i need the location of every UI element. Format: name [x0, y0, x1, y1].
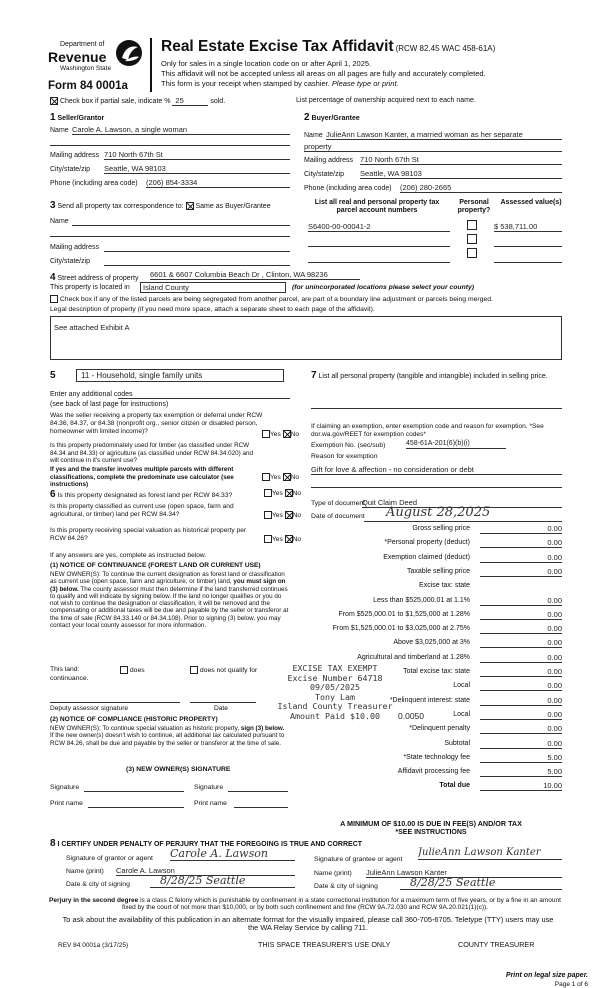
parcel-number-field-2[interactable]: [308, 246, 450, 247]
personal-property-checkbox-3[interactable]: [467, 248, 477, 258]
buyer-heading-row: [304, 112, 360, 124]
tax-row-label: Gross selling price: [412, 525, 470, 532]
owner-signature-label-2: Signature: [194, 784, 224, 791]
exemption-question-answer: [262, 430, 299, 439]
forest-yes-checkbox[interactable]: [264, 489, 272, 497]
buyer-phone-label: Phone (including area code): [304, 185, 392, 192]
new-owner-signature-heading: (3) NEW OWNER(S) SIGNATURE: [126, 766, 231, 773]
doc-date-field[interactable]: August 28,2025: [364, 505, 562, 522]
assessed-value-field-2[interactable]: [494, 246, 562, 247]
tax-row-label: *Personal property (deduct): [384, 539, 470, 547]
grantor-signature-field[interactable]: Carole A. Lawson: [170, 847, 295, 861]
land-label: This land:: [50, 666, 80, 673]
seller-name-field[interactable]: Carole A. Lawson, a single woman: [72, 125, 290, 135]
section-3-heading-row: [50, 200, 271, 212]
notice-compliance-text-b: If the new owner(s) doesn't wish to continue, all additional tax calculated pursuant to RCW 84.26, shall be due and payable by the seller or transferor at the time of sale.: [50, 732, 285, 747]
see-instructions-note: *SEE INSTRUCTIONS: [395, 829, 467, 836]
exemption-no-label: Exemption No. (sec/sub): [311, 442, 386, 449]
tax-row-value[interactable]: 0.00: [480, 596, 562, 606]
timber-yes-label: Yes: [270, 473, 281, 481]
tax-row-label: Excise tax: state: [419, 582, 470, 590]
land-does-label: does: [129, 666, 145, 674]
tax-row-label: Total due: [439, 782, 470, 790]
section-8-number: 8: [50, 838, 56, 849]
notice-continuance-heading: (1) NOTICE OF CONTINUANCE (FOREST LAND OR CURRENT USE): [50, 562, 261, 569]
dept-line3: Washington State: [60, 65, 112, 72]
current-use-question-answer: [264, 511, 301, 520]
seller-name-line-2[interactable]: [50, 145, 290, 146]
partial-sale-row: [50, 96, 225, 106]
seller-city-field[interactable]: Seattle, WA 98103: [104, 164, 290, 174]
notice-compliance-heading: (2) NOTICE OF COMPLIANCE (HISTORIC PROPERTY): [50, 716, 218, 723]
header-note-2: This affidavit will not be accepted unless all areas on all pages are fully and accurately completed.: [161, 69, 486, 78]
tax-row-value[interactable]: 0.00: [480, 653, 562, 663]
notice-compliance-text: [50, 725, 288, 747]
grantee-date-field[interactable]: 8/28/25 Seattle: [400, 876, 562, 890]
form-number: Form 84 0001a: [48, 80, 128, 92]
buyer-name-field-2[interactable]: property: [304, 142, 562, 152]
county-treasurer-label: COUNTY TREASURER: [458, 940, 535, 949]
land-does-not-checkbox[interactable]: [190, 666, 198, 674]
section-7-number: 7: [311, 370, 317, 381]
grantee-name-field[interactable]: JulieAnn Lawson Kanter: [366, 868, 562, 878]
grantor-name-field[interactable]: Carole A. Lawson: [116, 866, 295, 876]
located-label: This property is located in: [50, 284, 130, 291]
grantor-sig-label: Signature of grantor or agent: [66, 855, 153, 862]
tax-row-label: Taxable selling price: [406, 567, 470, 575]
exemption-intro: If claiming an exemption, enter exemption code and reason for exemption. *See dor.wa.gov/REET for exemption codes*: [311, 423, 544, 438]
dor-logo: [48, 38, 148, 86]
owner-signature-label-1: Signature: [50, 784, 80, 791]
unincorporated-note: (for unincorporated locations please select your county): [292, 284, 475, 291]
partial-sale-label: Check box if partial sale, indicate %: [59, 98, 171, 105]
stamp-line-5: Island County Treasurer: [277, 701, 393, 712]
timber-question-note: If yes and the transfer involves multiple parcels with different classifications, complete the predominate use calculator (see instructions): [50, 466, 234, 489]
buyer-city-field[interactable]: Seattle, WA 98103: [360, 169, 562, 179]
land-does-row: [120, 666, 145, 675]
tax-row-value[interactable]: 0.00: [480, 524, 562, 534]
partial-sale-percent[interactable]: 25: [172, 96, 208, 106]
section-5-number: 5: [50, 370, 56, 381]
personal-property-label: List all personal property (tangible and intangible) included in selling price.: [318, 373, 548, 380]
grantor-name-label: Name (print): [66, 868, 104, 875]
use-code-select[interactable]: 11 - Household, single family units: [76, 369, 284, 382]
same-as-buyer-checkbox[interactable]: [186, 202, 194, 210]
partial-sale-checkbox[interactable]: [50, 97, 58, 105]
forest-question-text: Is this property designated as forest land per RCW 84.33?: [57, 492, 233, 499]
county-select[interactable]: Island County: [140, 282, 286, 293]
notice-continuance-text-a: NEW OWNER(S): To continue the current designation as forest land or classification as current use (open space, farm and agriculture, or timber) land,: [50, 571, 285, 586]
grantor-date-field[interactable]: 8/28/25 Seattle: [150, 874, 295, 888]
section-1-number: 1: [50, 112, 56, 123]
tax-row-value[interactable]: 5.00: [480, 767, 562, 777]
personal-property-checkbox-2[interactable]: [467, 234, 477, 244]
same-as-buyer-label: Same as Buyer/Grantee: [195, 203, 271, 210]
section-6-number: 6: [50, 489, 56, 500]
perjury-notice: [44, 897, 566, 912]
tax-row-label: Agricultural and timberland at 1.28%: [357, 653, 470, 661]
grantee-sig-label: Signature of grantee or agent: [314, 856, 403, 863]
form-title: Real Estate Excise Tax Affidavit: [161, 38, 394, 55]
owner-print-field-2[interactable]: [234, 807, 288, 808]
tax-row-label: From $525,000.01 to $1,525,000 at 1.28%: [338, 610, 470, 618]
form-revision: REV 84 0001a (3/17/25): [58, 942, 129, 949]
timber-question-text: Is this property predominately used for timber (as classified under RCW 84.34 and 84.33) or agriculture (as classified under RCW 84.34.020) and will continue in it's current use?: [50, 442, 254, 465]
seller-mail-field[interactable]: 710 North 67th St: [104, 150, 290, 160]
form-title-row: [161, 38, 495, 57]
tax-row-label: Above $3,025,000 at 3%: [393, 639, 470, 647]
parcel-number-field-3[interactable]: [308, 262, 450, 263]
dept-line1: Department of: [60, 41, 105, 48]
header-note-3: This form is your receipt when stamped by cashier.: [161, 79, 330, 88]
s3-city-label: City/state/zip: [50, 258, 91, 265]
tax-row-label: Subtotal: [444, 739, 470, 747]
forest-no-checkbox[interactable]: [285, 489, 293, 497]
parcel-col-header: List all real and personal property tax parcel account numbers: [314, 199, 440, 215]
stamp-line-4: Tony Lam: [315, 691, 355, 702]
header-note-3-italic: Please type or print.: [331, 79, 399, 88]
exemption-yes-label: Yes: [270, 430, 281, 438]
personal-property-field[interactable]: [311, 408, 562, 409]
section-3-label: Send all property tax correspondence to:: [57, 203, 184, 210]
notice-compliance-text-bold: sign (3) below.: [240, 725, 285, 732]
local-rate: 0.0050: [398, 711, 424, 721]
legal-description-label: Legal description of property (if you need more space, attach a separate sheet to each page of the affidavit).: [50, 306, 375, 313]
seller-name-label: Name: [50, 127, 69, 134]
assessed-value-field-3[interactable]: [494, 262, 562, 263]
stamp-line-2: Excise Number 64718: [287, 672, 383, 683]
tax-row-label: *Delinquent interest: state: [389, 696, 470, 704]
seller-heading-row: [50, 112, 104, 124]
exemption-no-checkbox[interactable]: [283, 430, 291, 438]
tax-row-value[interactable]: 0.00: [480, 710, 562, 720]
historic-question-text: Is this property receiving special valuation as historical property per RCW 84.26?: [50, 527, 247, 542]
exemption-yes-checkbox[interactable]: [262, 430, 270, 438]
tax-row-label: Less than $525,000.01 at 1.1%: [373, 596, 470, 604]
tax-row-label: Affidavit processing fee: [397, 768, 470, 776]
timber-yes-checkbox[interactable]: [262, 473, 270, 481]
notice-continuance-text-bold: you must sign on (3) below.: [50, 578, 286, 593]
tax-row-label: Local: [453, 710, 470, 718]
header-divider: [150, 38, 152, 92]
buyer-mail-label: Mailing address: [304, 157, 354, 164]
forest-question-row: [50, 489, 232, 501]
tax-table: [300, 525, 562, 815]
doc-date-label: Date of document: [311, 513, 365, 520]
form-citation: (RCW 82.45 WAC 458-61A): [395, 44, 496, 53]
tax-row-label: Exemption claimed (deduct): [383, 553, 470, 561]
stamp-line-6: Amount Paid $10.00: [290, 711, 380, 722]
tax-row-label: Total excise tax: state: [403, 668, 470, 675]
tax-row-value[interactable]: 0.00: [480, 610, 562, 620]
tax-row-value[interactable]: 0.00: [480, 667, 562, 677]
current-use-yes-checkbox[interactable]: [264, 511, 272, 519]
continuance-label: continuance.: [50, 675, 89, 682]
s3-mail-label: Mailing address: [50, 244, 100, 251]
section-4-number: 4: [50, 272, 56, 283]
tax-row-label: Local: [453, 682, 470, 690]
buyer-mail-field[interactable]: 710 North 67th St: [360, 155, 562, 165]
forest-question-answer: [264, 489, 301, 498]
tax-row-label: *State technology fee: [403, 753, 470, 761]
grantee-date-label: Date & city of signing: [314, 883, 378, 890]
assessed-col-header: Assessed value(s): [500, 199, 562, 206]
seller-phone-label: Phone (including area code): [50, 180, 138, 187]
historic-no-checkbox[interactable]: [285, 535, 293, 543]
historic-no-label: No: [292, 535, 302, 543]
seller-city-label: City/state/zip: [50, 166, 91, 173]
notice-continuance-text: [50, 571, 290, 629]
tax-row-value[interactable]: 0.00: [480, 638, 562, 648]
street-address-field[interactable]: 6601 & 6607 Columbia Beach Dr , Clinton, WA 98236: [150, 270, 360, 280]
buyer-name-field[interactable]: JulieAnn Lawson Kanter, a married woman as her separate: [326, 130, 562, 140]
tax-row-value[interactable]: 10.00: [480, 781, 562, 791]
reason-line-2[interactable]: [311, 487, 562, 488]
tax-row-label: From $1,525,000.01 to $3,025,000 at 2.75%: [332, 625, 470, 633]
tax-row-label: *Delinquent penalty: [409, 725, 470, 733]
owner-signature-field-2[interactable]: [228, 791, 288, 792]
additional-codes-label: Enter any additional codes: [50, 391, 133, 398]
section-4-street-row: [50, 272, 138, 284]
doc-type-field[interactable]: Quit Claim Deed: [362, 498, 562, 508]
parcel-number-field-1[interactable]: S6400-00-00041-2: [308, 222, 450, 232]
answers-note: If any answers are yes, complete as instructed below.: [50, 552, 207, 559]
historic-question-answer: [264, 535, 301, 544]
tax-row-value[interactable]: 0.00: [480, 739, 562, 749]
tax-row-value[interactable]: 5.00: [480, 753, 562, 763]
minimum-due-note: A MINIMUM OF $10.00 IS DUE IN FEE(S) AND/OR TAX: [340, 819, 522, 828]
perjury-text: is a class C felony which is punishable by confinement in a state correctional institution for a maximum term of five years, or by a fine in an amount fixed by the court of not more than $10,000, or by both such confinement and fine (RCW 9A.72.030 and RCW 9A.20.021(1)(c)).: [121, 897, 561, 912]
current-use-no-label: No: [292, 511, 302, 519]
header-note-1: Only for sales in a single location code on or after April 1, 2025.: [161, 59, 372, 68]
s3-name-field[interactable]: [72, 225, 290, 226]
owner-signature-field-1[interactable]: [84, 791, 184, 792]
doc-type-label: Type of document: [311, 500, 366, 507]
page-number: Page 1 of 6: [554, 981, 588, 988]
segregated-checkbox[interactable]: [50, 295, 58, 303]
grantee-signature-field[interactable]: JulieAnn Lawson Kanter: [418, 847, 562, 860]
dor-swirl-icon: [114, 38, 144, 68]
notice-compliance-text-a: NEW OWNER(S): To continue special valuation as historic property,: [50, 725, 241, 732]
certify-text: I CERTIFY UNDER PENALTY OF PERJURY THAT THE FOREGOING IS TRUE AND CORRECT: [57, 841, 363, 848]
ownership-note: List percentage of ownership acquired next to each name.: [296, 97, 476, 104]
timber-no-checkbox[interactable]: [283, 473, 291, 481]
deputy-signature-label: Deputy assessor signature: [50, 705, 129, 712]
additional-codes-note: (see back of last page for instructions): [50, 401, 169, 408]
buyer-phone-field[interactable]: (206) 280-2665: [400, 183, 562, 193]
historic-yes-label: Yes: [272, 535, 283, 543]
buyer-name-label: Name: [304, 132, 323, 139]
partial-sale-suffix: sold.: [210, 98, 226, 105]
tax-row-value[interactable]: 0.00: [480, 681, 562, 691]
land-does-not-label: does not qualify for: [199, 666, 258, 674]
land-does-checkbox[interactable]: [120, 666, 128, 674]
assessed-value-field-1[interactable]: $ 538,711.00: [494, 222, 562, 232]
seller-phone-field[interactable]: (206) 854-3334: [146, 178, 290, 188]
current-use-no-checkbox[interactable]: [285, 511, 293, 519]
owner-print-label-2: Print name: [194, 800, 227, 807]
section-7-row: [311, 370, 561, 382]
perjury-bold: Perjury in the second degree: [49, 897, 139, 904]
dept-line2: Revenue: [48, 49, 107, 65]
seller-heading: Seller/Grantor: [57, 115, 105, 122]
street-label: Street address of property: [57, 275, 139, 282]
tax-row-value[interactable]: 0.00: [480, 538, 562, 548]
stamp-line-1: EXCISE TAX EXEMPT: [292, 663, 378, 673]
treasurer-use-only: THIS SPACE TREASURER'S USE ONLY: [258, 940, 391, 949]
tax-row-value[interactable]: 0.00: [480, 553, 562, 563]
s3-name-line-2[interactable]: [50, 236, 290, 237]
deputy-signature-field[interactable]: [50, 702, 180, 703]
tax-row-value[interactable]: 0.00: [480, 724, 562, 734]
forest-yes-label: Yes: [272, 489, 283, 497]
current-use-question-text: Is this property classified as current use (open space, farm and agricultural, or timber) land per RCW 84.34?: [50, 503, 234, 518]
reason-label: Reason for exemption: [311, 453, 378, 460]
seller-mail-label: Mailing address: [50, 152, 100, 159]
tax-row-value[interactable]: 0.00: [480, 696, 562, 706]
s3-name-label: Name: [50, 218, 69, 225]
accessibility-note: To ask about the availability of this publication in an alternate format for the visually impaired, please call 360-705-6705. Teletype (TTY) users may use the WA Relay Service by calling 711.: [62, 915, 554, 933]
legal-size-note: Print on legal size paper.: [505, 972, 588, 979]
segregated-row: [50, 295, 493, 304]
stamp-line-3: 09/05/2025: [310, 682, 360, 693]
personal-property-checkbox-1[interactable]: [467, 220, 477, 230]
historic-yes-checkbox[interactable]: [264, 535, 272, 543]
land-does-not-row: [190, 666, 257, 675]
exemption-question-text: Was the seller receiving a property tax exemption or deferral under RCW 84.36, 84.37, or 84.38 (nonprofit org., senior citizen or disabled person, homeowner with limited income)?: [50, 412, 263, 435]
timber-no-label: No: [290, 473, 300, 481]
grantee-name-label: Name (print): [314, 870, 352, 877]
tax-row-value[interactable]: 0.00: [480, 567, 562, 577]
personal-col-header: Personal property?: [457, 199, 491, 215]
s3-mail-field[interactable]: [104, 251, 290, 252]
deputy-date-label: Date: [214, 705, 228, 712]
reason-field[interactable]: Gift for love & affection - no consideration or debt: [311, 465, 562, 475]
buyer-heading: Buyer/Grantee: [311, 115, 360, 122]
notice-continuance-text-b: The county assessor must then determine if the land transferred continues to qualify and will indicate by signing below. If the land no longer qualifies or you do not wish to continue the designation or classification, it will be removed and the compensating or additional taxes will be due and payable by the seller or transferor at the time of sale (RCW 84.33.140 or 84.34.108). Prior to signing (3) below, you may contact your local county assessor for more information.: [50, 585, 289, 630]
section-3-number: 3: [50, 200, 56, 211]
owner-print-label-1: Print name: [50, 800, 83, 807]
timber-question-answer: [262, 473, 299, 482]
section-2-number: 2: [304, 112, 310, 123]
exemption-no-field[interactable]: 458-61A-201(6)(b)(i): [406, 440, 506, 449]
tax-row-value[interactable]: 0.00: [480, 624, 562, 634]
forest-no-label: No: [292, 489, 302, 497]
buyer-city-label: City/state/zip: [304, 171, 345, 178]
segregated-label: Check box if any of the listed parcels are being segregated from another parcel, are part of a boundary line adjustment or parcels being merged.: [59, 295, 493, 303]
header-note-3-row: [161, 79, 399, 88]
exemption-no-label: No: [290, 430, 300, 438]
deputy-date-field[interactable]: [190, 702, 256, 703]
additional-codes-field[interactable]: [118, 398, 290, 399]
grantor-date-label: Date & city of signing: [66, 881, 130, 888]
legal-description-field[interactable]: See attached Exhibit A: [50, 316, 562, 360]
s3-city-field[interactable]: [104, 265, 290, 266]
owner-print-field-1[interactable]: [88, 807, 184, 808]
current-use-yes-label: Yes: [272, 511, 283, 519]
